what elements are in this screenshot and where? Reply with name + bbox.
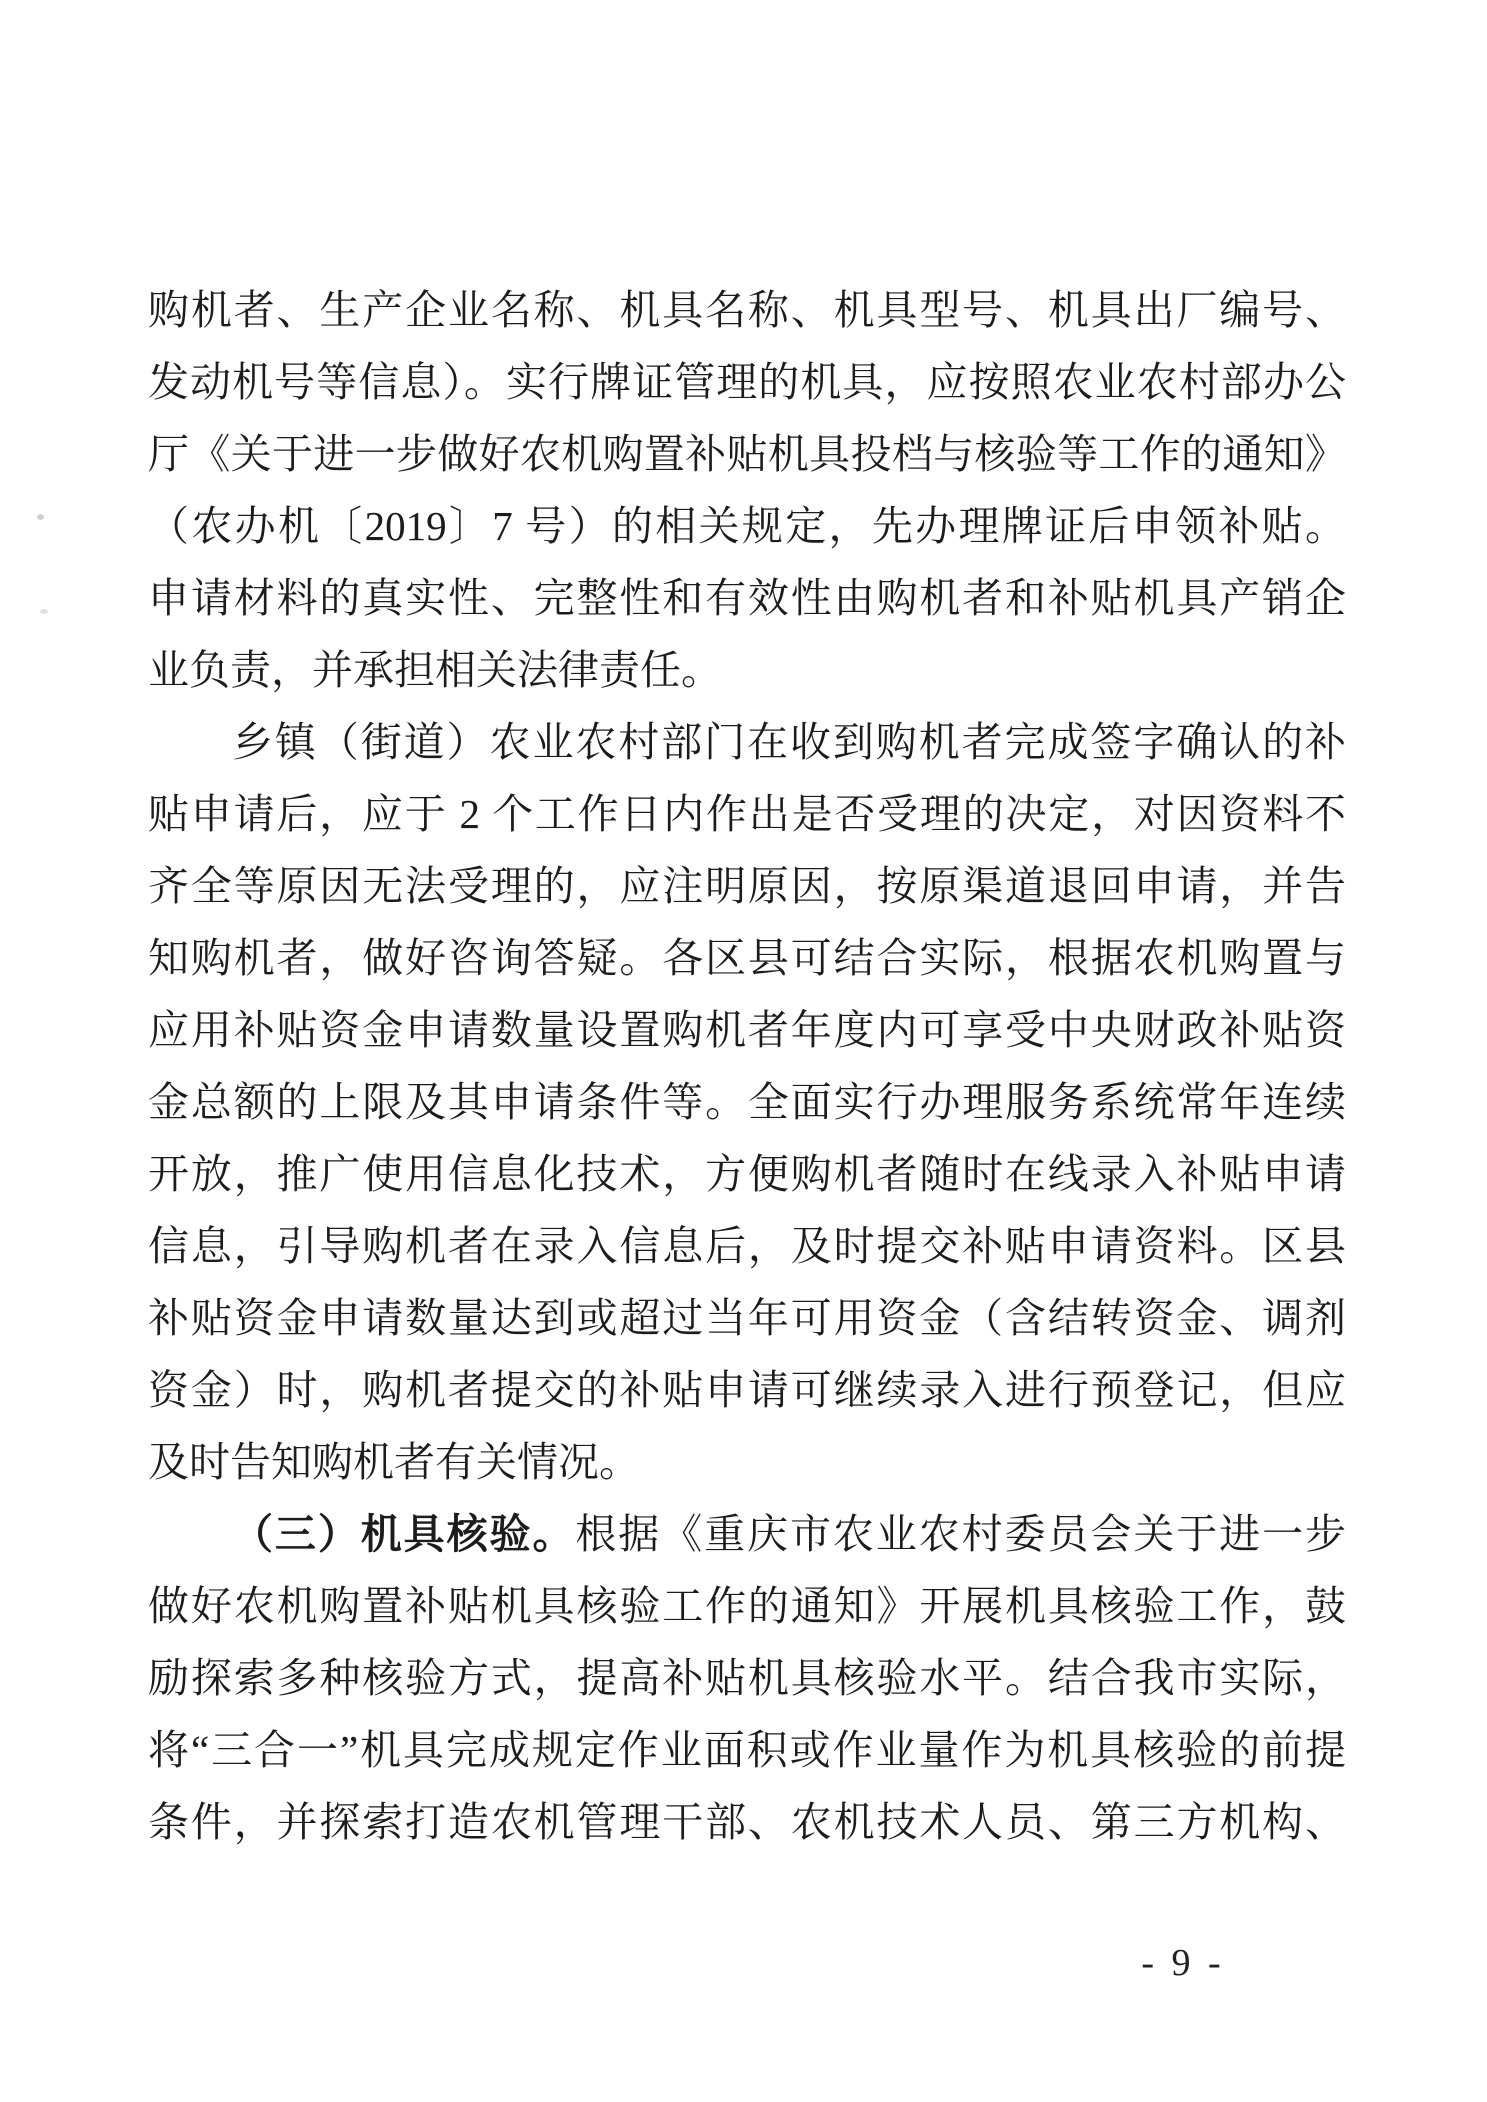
text-line-paragraph-end: 及时告知购机者有关情况。 xyxy=(148,1439,640,1485)
text-line: 贴申请后，应于 2 个工作日内作出是否受理的决定，对因资料不 xyxy=(148,791,1346,837)
text-line: 发动机号等信息）。实行牌证管理的机具，应按照农业农村部办公 xyxy=(148,359,1346,405)
text-line-paragraph-end: 业负责，并承担相关法律责任。 xyxy=(148,647,722,693)
text-line: 应用补贴资金申请数量设置购机者年度内可享受中央财政补贴资 xyxy=(148,1007,1346,1053)
text-line: 申请材料的真实性、完整性和有效性由购机者和补贴机具产销企 xyxy=(148,575,1346,621)
text-line-paragraph-start: 乡镇（街道）农业农村部门在收到购机者完成签字确认的补 xyxy=(232,719,1346,765)
body-text xyxy=(148,274,1346,1858)
text-line: 信息，引导购机者在录入信息后，及时提交补贴申请资料。区县 xyxy=(148,1223,1346,1269)
text-line: 购机者、生产企业名称、机具名称、机具型号、机具出厂编号、 xyxy=(148,287,1346,333)
section-heading: （三）机具核验。 xyxy=(232,1511,576,1557)
text-line: 知购机者，做好咨询答疑。各区县可结合实际，根据农机购置与 xyxy=(148,935,1346,981)
text-line: 励探索多种核验方式，提高补贴机具核验水平。结合我市实际， xyxy=(148,1655,1346,1701)
text-line: 将“三合一”机具完成规定作业面积或作业量作为机具核验的前提 xyxy=(148,1727,1346,1773)
scan-artifact xyxy=(40,609,48,614)
text-line: 做好农机购置补贴机具核验工作的通知》开展机具核验工作，鼓 xyxy=(148,1583,1346,1629)
text-line: 根据《重庆市农业农村委员会关于进一步 xyxy=(575,1511,1346,1557)
text-line: 资金）时，购机者提交的补贴申请可继续录入进行预登记，但应 xyxy=(148,1367,1346,1413)
text-line: 条件，并探索打造农机管理干部、农机技术人员、第三方机构、 xyxy=(148,1799,1346,1845)
text-line: 开放，推广使用信息化技术，方便购机者随时在线录入补贴申请 xyxy=(148,1151,1346,1197)
text-line: 齐全等原因无法受理的，应注明原因，按原渠道退回申请，并告 xyxy=(148,863,1346,909)
text-line: 补贴资金申请数量达到或超过当年可用资金（含结转资金、调剂 xyxy=(148,1295,1346,1341)
text-line: 厅《关于进一步做好农机购置补贴机具投档与核验等工作的通知》 xyxy=(148,431,1346,477)
scan-artifact xyxy=(37,514,44,520)
page-number: - 9 - xyxy=(1141,1942,1225,1984)
text-line: （农办机〔2019〕7 号）的相关规定，先办理牌证后申领补贴。 xyxy=(148,503,1346,549)
text-line: 金总额的上限及其申请条件等。全面实行办理服务系统常年连续 xyxy=(148,1079,1346,1125)
text-line-paragraph-start xyxy=(148,1498,1346,1570)
